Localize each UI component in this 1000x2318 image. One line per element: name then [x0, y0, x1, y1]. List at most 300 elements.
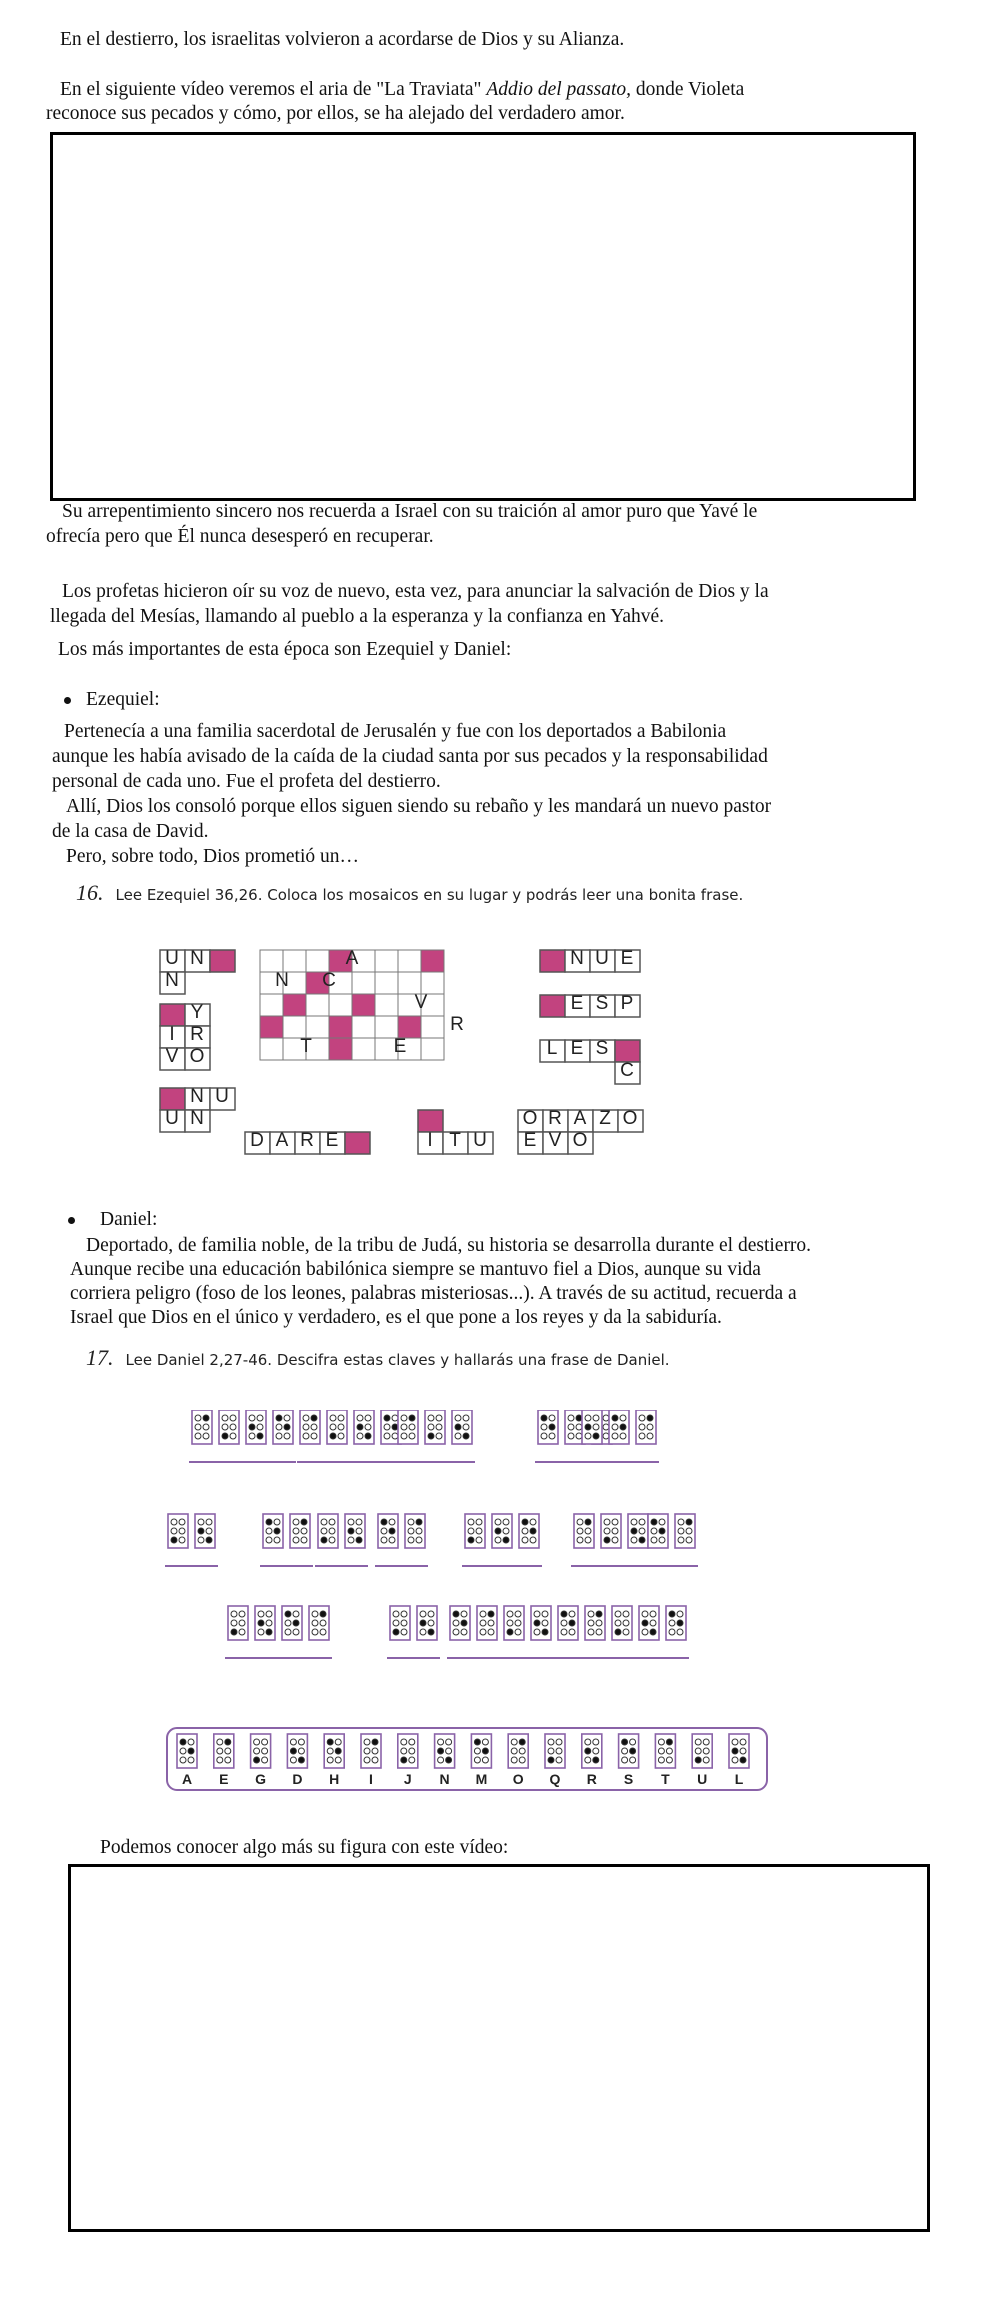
puzzle-letter: Y — [190, 1002, 204, 1023]
cipher-dot — [327, 1739, 333, 1745]
cipher-dot — [217, 1757, 223, 1763]
cipher-dot — [593, 1424, 599, 1430]
cipher-dot — [522, 1519, 528, 1525]
cipher-dot — [389, 1537, 395, 1543]
cipher-dot — [647, 1433, 653, 1439]
cipher-dot — [659, 1528, 665, 1534]
grid-cell — [375, 1016, 398, 1038]
cipher-dot — [541, 1424, 547, 1430]
cipher-dot — [651, 1537, 657, 1543]
cipher-dot — [615, 1611, 621, 1617]
cipher-dot — [217, 1739, 223, 1745]
cipher-dot — [384, 1433, 390, 1439]
cipher-dot — [293, 1620, 299, 1626]
cipher-dot — [677, 1611, 683, 1617]
cipher-dot — [266, 1611, 272, 1617]
cipher-dot — [266, 1519, 272, 1525]
cipher-dot — [585, 1537, 591, 1543]
mosaic-puzzle — [150, 940, 690, 1170]
cipher-dot — [179, 1519, 185, 1525]
repentance-line-2: ofrecía pero que Él nunca desesperó en recuperar. — [46, 526, 434, 547]
cipher-dot — [364, 1757, 370, 1763]
cipher-dot — [231, 1629, 237, 1635]
cipher-dot — [298, 1757, 304, 1763]
cipher-dot — [658, 1757, 664, 1763]
puzzle-letter: Z — [599, 1108, 611, 1129]
cipher-dot — [623, 1611, 629, 1617]
cipher-dot — [585, 1739, 591, 1745]
puzzle-letter: S — [595, 1038, 609, 1059]
cipher-dot — [206, 1528, 212, 1534]
puzzle-letter: A — [275, 1130, 289, 1151]
cipher-dot — [482, 1739, 488, 1745]
cipher-dot — [596, 1620, 602, 1626]
cipher-dot — [231, 1620, 237, 1626]
cipher-dot — [436, 1415, 442, 1421]
cipher-dot — [195, 1415, 201, 1421]
cipher-dot — [290, 1757, 296, 1763]
cipher-dot — [631, 1528, 637, 1534]
cipher-dot — [576, 1433, 582, 1439]
cipher-dot — [357, 1433, 363, 1439]
cipher-dot — [519, 1757, 525, 1763]
cipher-dot — [703, 1739, 709, 1745]
cipher-dot — [604, 1528, 610, 1534]
cipher-dot — [541, 1415, 547, 1421]
cipher-dot — [311, 1424, 317, 1430]
cipher-dot — [293, 1519, 299, 1525]
cipher-dot — [585, 1433, 591, 1439]
puzzle-cell — [160, 1004, 185, 1026]
puzzle-letter: O — [572, 1130, 588, 1151]
cipher-dot — [284, 1424, 290, 1430]
puzzle-letter: I — [427, 1130, 433, 1151]
cipher-dot — [503, 1537, 509, 1543]
cipher-dot — [206, 1519, 212, 1525]
cipher-dot — [338, 1433, 344, 1439]
key-letter: H — [329, 1771, 340, 1787]
cipher-dot — [620, 1415, 626, 1421]
cipher-dot — [647, 1415, 653, 1421]
cipher-dot — [274, 1537, 280, 1543]
cipher-dot — [476, 1537, 482, 1543]
cipher-dot — [639, 1519, 645, 1525]
cipher-dot — [239, 1629, 245, 1635]
cipher-dot — [262, 1748, 268, 1754]
cipher-dot — [420, 1611, 426, 1617]
grid-cell — [352, 1038, 375, 1060]
puzzle-letter: A — [573, 1108, 587, 1129]
cipher-dot — [357, 1415, 363, 1421]
key-letter: G — [255, 1771, 267, 1787]
cipher-dot — [651, 1519, 657, 1525]
cipher-dot — [284, 1433, 290, 1439]
cipher-dot — [530, 1537, 536, 1543]
cipher-dot — [495, 1528, 501, 1534]
cipher-dot — [298, 1739, 304, 1745]
cipher-dot — [596, 1611, 602, 1617]
braille-cipher — [160, 1410, 800, 1810]
cipher-dot — [474, 1739, 480, 1745]
exercise-17-number: 17. — [86, 1345, 114, 1370]
cipher-dot — [171, 1537, 177, 1543]
cipher-dot — [511, 1739, 517, 1745]
cipher-dot — [203, 1415, 209, 1421]
cipher-dot — [623, 1629, 629, 1635]
cipher-dot — [436, 1424, 442, 1430]
cipher-dot — [312, 1620, 318, 1626]
cipher-dot — [488, 1620, 494, 1626]
cipher-dot — [330, 1415, 336, 1421]
cipher-dot — [612, 1537, 618, 1543]
cipher-dot — [593, 1748, 599, 1754]
cipher-dot — [639, 1424, 645, 1430]
cipher-dot — [468, 1519, 474, 1525]
cipher-dot — [695, 1739, 701, 1745]
cipher-dot — [428, 1433, 434, 1439]
exercise-17-title — [86, 1345, 670, 1371]
cipher-dot — [534, 1611, 540, 1617]
cipher-dot — [365, 1415, 371, 1421]
key-letter: T — [661, 1771, 670, 1787]
cipher-dot — [188, 1757, 194, 1763]
cipher-dot — [203, 1424, 209, 1430]
cipher-dot — [522, 1528, 528, 1534]
cipher-dot — [298, 1748, 304, 1754]
cipher-dot — [257, 1415, 263, 1421]
cipher-dot — [266, 1620, 272, 1626]
puzzle-letter: E — [523, 1130, 537, 1151]
cipher-dot — [659, 1537, 665, 1543]
cipher-dot — [463, 1433, 469, 1439]
cipher-dot — [604, 1519, 610, 1525]
cipher-dot — [488, 1611, 494, 1617]
puzzle-letter: N — [570, 948, 584, 969]
cipher-dot — [335, 1748, 341, 1754]
cipher-dot — [230, 1424, 236, 1430]
cipher-dot — [180, 1739, 186, 1745]
cipher-dot — [301, 1537, 307, 1543]
cipher-dot — [357, 1424, 363, 1430]
cipher-dot — [188, 1748, 194, 1754]
puzzle-letter: O — [522, 1108, 538, 1129]
cipher-dot — [556, 1739, 562, 1745]
cipher-dot — [180, 1757, 186, 1763]
exercise-16-title — [76, 880, 743, 906]
cipher-dot — [188, 1739, 194, 1745]
puzzle-letter: N — [190, 1108, 204, 1129]
cipher-dot — [474, 1748, 480, 1754]
cipher-dot — [593, 1739, 599, 1745]
cipher-dot — [732, 1739, 738, 1745]
cipher-dot — [631, 1519, 637, 1525]
cipher-dot — [593, 1415, 599, 1421]
cipher-dot — [258, 1620, 264, 1626]
video-embed-traviata[interactable] — [50, 132, 916, 501]
cipher-dot — [262, 1757, 268, 1763]
cipher-dot — [392, 1424, 398, 1430]
cipher-dot — [658, 1748, 664, 1754]
grid-cell — [398, 1016, 421, 1038]
cipher-dot — [401, 1433, 407, 1439]
cipher-dot — [438, 1757, 444, 1763]
cipher-dot — [678, 1537, 684, 1543]
cipher-dot — [179, 1537, 185, 1543]
cipher-dot — [568, 1424, 574, 1430]
cipher-dot — [561, 1620, 567, 1626]
puzzle-letter: L — [546, 1038, 558, 1059]
cipher-dot — [335, 1757, 341, 1763]
grid-cell — [421, 950, 444, 972]
cipher-dot — [409, 1739, 415, 1745]
key-letter: L — [734, 1771, 744, 1787]
intro-line-2-text: En el siguiente vídeo veremos el aria de "La Traviata" — [60, 79, 482, 100]
puzzle-letter: N — [190, 1086, 204, 1107]
cipher-dot — [530, 1528, 536, 1534]
cipher-dot — [455, 1433, 461, 1439]
cipher-dot — [230, 1433, 236, 1439]
cipher-dot — [416, 1537, 422, 1543]
cipher-dot — [612, 1519, 618, 1525]
puzzle-cell — [540, 995, 565, 1017]
cipher-dot — [401, 1739, 407, 1745]
cipher-dot — [519, 1739, 525, 1745]
cipher-dot — [401, 1424, 407, 1430]
cipher-dot — [585, 1528, 591, 1534]
cipher-dot — [409, 1757, 415, 1763]
cipher-dot — [254, 1739, 260, 1745]
puzzle-letter: N — [190, 948, 204, 969]
cipher-dot — [568, 1415, 574, 1421]
cipher-dot — [401, 1748, 407, 1754]
puzzle-letter: E — [325, 1130, 339, 1151]
puzzle-letter: V — [165, 1046, 179, 1067]
cipher-dot — [650, 1629, 656, 1635]
puzzle-letter: R — [190, 1024, 204, 1045]
cipher-dot — [330, 1433, 336, 1439]
cipher-dot — [596, 1629, 602, 1635]
cipher-dot — [356, 1528, 362, 1534]
cipher-dot — [585, 1748, 591, 1754]
puzzle-letter: E — [393, 1036, 407, 1057]
puzzle-letter: C — [620, 1060, 634, 1081]
cipher-dot — [639, 1433, 645, 1439]
grid-cell — [398, 972, 421, 994]
puzzle-letter: E — [570, 1038, 584, 1059]
cipher-dot — [365, 1433, 371, 1439]
cipher-dot — [511, 1757, 517, 1763]
cipher-dot — [612, 1415, 618, 1421]
cipher-dot — [495, 1519, 501, 1525]
grid-cell — [352, 972, 375, 994]
video-embed-daniel[interactable] — [68, 1864, 930, 2232]
cipher-dot — [650, 1611, 656, 1617]
puzzle-letter: V — [548, 1130, 562, 1151]
cipher-dot — [677, 1620, 683, 1626]
exercise-17-instruction: Lee Daniel 2,27-46. Descifra estas claves y hallarás una frase de Daniel. — [125, 1351, 670, 1369]
cipher-dot — [480, 1611, 486, 1617]
cipher-dot — [329, 1528, 335, 1534]
cipher-dot — [311, 1415, 317, 1421]
cipher-dot — [511, 1748, 517, 1754]
key-letter: Q — [549, 1771, 561, 1787]
key-letter: N — [439, 1771, 450, 1787]
grid-cell — [421, 1016, 444, 1038]
cipher-dot — [225, 1739, 231, 1745]
cipher-dot — [381, 1528, 387, 1534]
cipher-dot — [222, 1433, 228, 1439]
cipher-dot — [686, 1519, 692, 1525]
cipher-dot — [703, 1748, 709, 1754]
cipher-dot — [507, 1620, 513, 1626]
ezequiel-p4: Allí, Dios los consoló porque ellos siguen siendo su rebaño y les mandará un nuevo pastor — [66, 796, 772, 817]
cipher-dot — [630, 1748, 636, 1754]
puzzle-letter: A — [345, 948, 359, 969]
cipher-dot — [276, 1433, 282, 1439]
grid-cell — [306, 950, 329, 972]
cipher-dot — [438, 1748, 444, 1754]
grid-cell — [306, 1016, 329, 1038]
cipher-dot — [542, 1629, 548, 1635]
cipher-dot — [631, 1537, 637, 1543]
puzzle-letter: R — [548, 1108, 562, 1129]
puzzle-cell — [615, 1040, 640, 1062]
cipher-dot — [461, 1620, 467, 1626]
grid-cell — [260, 994, 283, 1016]
key-letter: M — [475, 1771, 488, 1787]
cipher-dot — [171, 1519, 177, 1525]
cipher-dot — [249, 1433, 255, 1439]
cipher-dot — [453, 1611, 459, 1617]
key-letter: E — [219, 1771, 229, 1787]
intro-line-2 — [60, 78, 744, 102]
cipher-dot — [534, 1629, 540, 1635]
grid-cell — [421, 972, 444, 994]
cipher-dot — [703, 1757, 709, 1763]
puzzle-letter: N — [165, 970, 179, 991]
cipher-dot — [428, 1629, 434, 1635]
cipher-dot — [612, 1424, 618, 1430]
exercise-16-number: 16. — [76, 880, 104, 905]
cipher-dot — [455, 1415, 461, 1421]
cipher-dot — [522, 1537, 528, 1543]
cipher-dot — [225, 1757, 231, 1763]
key-letter: I — [369, 1771, 373, 1787]
cipher-dot — [249, 1415, 255, 1421]
cipher-dot — [254, 1757, 260, 1763]
cipher-dot — [740, 1739, 746, 1745]
cipher-dot — [530, 1519, 536, 1525]
cipher-dot — [623, 1620, 629, 1626]
cipher-dot — [568, 1433, 574, 1439]
cipher-dot — [409, 1415, 415, 1421]
cipher-dot — [231, 1611, 237, 1617]
cipher-dot — [569, 1620, 575, 1626]
cipher-dot — [507, 1611, 513, 1617]
puzzle-letter: U — [165, 1108, 179, 1129]
cipher-dot — [198, 1519, 204, 1525]
cipher-dot — [428, 1424, 434, 1430]
cipher-dot — [285, 1629, 291, 1635]
grid-cell — [329, 1038, 352, 1060]
cipher-dot — [290, 1748, 296, 1754]
prophets-line-3: Los más importantes de esta época son Ezequiel y Daniel: — [58, 639, 512, 660]
cipher-dot — [576, 1424, 582, 1430]
cipher-dot — [312, 1611, 318, 1617]
cipher-dot — [604, 1537, 610, 1543]
cipher-dot — [276, 1415, 282, 1421]
grid-cell — [283, 994, 306, 1016]
grid-cell — [260, 1016, 283, 1038]
cipher-dot — [301, 1519, 307, 1525]
daniel-heading: Daniel: — [100, 1209, 158, 1230]
cipher-dot — [647, 1424, 653, 1430]
puzzle-cell — [345, 1132, 370, 1154]
cipher-dot — [329, 1537, 335, 1543]
cipher-dot — [393, 1611, 399, 1617]
cipher-dot — [519, 1748, 525, 1754]
cipher-dot — [593, 1433, 599, 1439]
puzzle-letter: D — [250, 1130, 264, 1151]
cipher-dot — [669, 1611, 675, 1617]
intro-line-3: reconoce sus pecados y cómo, por ellos, se ha alejado del verdadero amor. — [46, 103, 625, 124]
cipher-dot — [488, 1629, 494, 1635]
cipher-dot — [678, 1519, 684, 1525]
cipher-dot — [262, 1739, 268, 1745]
cipher-dot — [285, 1620, 291, 1626]
cipher-dot — [311, 1433, 317, 1439]
cipher-dot — [620, 1433, 626, 1439]
puzzle-cell — [540, 950, 565, 972]
cipher-dot — [585, 1424, 591, 1430]
cipher-dot — [482, 1748, 488, 1754]
puzzle-letter: R — [300, 1130, 314, 1151]
cipher-dot — [203, 1433, 209, 1439]
cipher-dot — [658, 1739, 664, 1745]
cipher-dot — [541, 1433, 547, 1439]
cipher-dot — [588, 1629, 594, 1635]
cipher-dot — [274, 1528, 280, 1534]
cipher-dot — [534, 1620, 540, 1626]
cipher-dot — [603, 1433, 609, 1439]
cipher-dot — [401, 1415, 407, 1421]
cipher-dot — [356, 1537, 362, 1543]
cipher-dot — [548, 1757, 554, 1763]
cipher-dot — [338, 1415, 344, 1421]
cipher-dot — [455, 1424, 461, 1430]
cipher-dot — [585, 1415, 591, 1421]
cipher-dot — [639, 1528, 645, 1534]
cipher-dot — [622, 1748, 628, 1754]
cipher-dot — [576, 1415, 582, 1421]
grid-cell — [398, 950, 421, 972]
grid-cell — [283, 1016, 306, 1038]
cipher-dot — [666, 1748, 672, 1754]
grid-cell — [260, 1038, 283, 1060]
cipher-dot — [239, 1611, 245, 1617]
cipher-dot — [630, 1739, 636, 1745]
grid-cell — [306, 994, 329, 1016]
cipher-dot — [365, 1424, 371, 1430]
prophets-line-1: Los profetas hicieron oír su voz de nuevo, esta vez, para anunciar la salvación de Dios y la — [62, 581, 769, 602]
cipher-dot — [577, 1519, 583, 1525]
grid-cell — [260, 950, 283, 972]
grid-cell — [329, 994, 352, 1016]
cipher-dot — [401, 1611, 407, 1617]
cipher-dot — [480, 1629, 486, 1635]
cipher-dot — [542, 1620, 548, 1626]
cipher-dot — [409, 1433, 415, 1439]
